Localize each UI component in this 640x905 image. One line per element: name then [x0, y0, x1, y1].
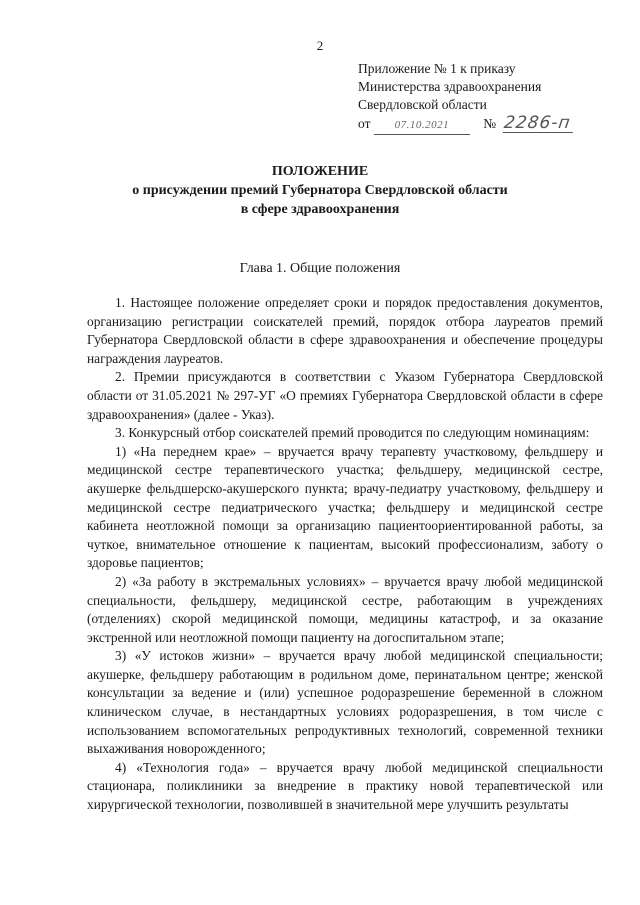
document-body [87, 294, 603, 815]
chapter-heading: Глава 1. Общие положения [239, 261, 401, 276]
number-prefix: № [483, 116, 497, 131]
order-date: 07.10.2021 [374, 116, 470, 135]
title-line-3: в сфере здравоохранения [240, 202, 400, 217]
appendix-line-1: Приложение № 1 к приказу [358, 61, 516, 76]
paragraph-1: 1. Настоящее положение определяет сроки и порядок предоставления документов, организацию регистрации соискателей премий, порядок отбора лауреатов премий Губернатора Свердловской области в сфере здравоохранения и обеспечение процедуры награждения лауреатов. [87, 295, 603, 366]
nomination-3: 3) «У истоков жизни» – вручается врачу любой медицинской специальности; акушерке, фельдшеру работающим в родильном доме, перинатальном центре; женской консультации за ведение и (или) успешное родоразрешение беременной в сложном клиническом случае, в нестандартных условиях родоразрешения, в том числе с использованием вспомогательных репродуктивных технологий, современной техники выхаживания новорожденного; [87, 648, 603, 757]
appendix-block [358, 60, 618, 135]
order-number-handwritten: 2286-п [502, 114, 575, 133]
appendix-line-2: Министерства здравоохранения [358, 79, 542, 94]
paragraph-3: 3. Конкурсный отбор соискателей премий проводится по следующим номинациям: [115, 425, 590, 441]
nomination-1: 1) «На переднем крае» – вручается врачу терапевту участковому, фельдшеру и медицинской сестре терапевтического участка; фельдшеру, медицинской сестре, акушерке фельдшерско-акушерского пункта; врачу-педиатру участковому, фельдшеру и медицинской сестре педиатрического участка; фельдшеру и медицинской сестре кабинета неотложной помощи за организацию пациентоориентированной работы, за чуткое, внимательное отношение к пациентам, высокий профессионализм, заботу о здоровье пациентов; [87, 443, 603, 571]
page-number: 2 [316, 38, 324, 53]
paragraph-2: 2. Премии присуждаются в соответствии с Указом Губернатора Свердловской области от 31.05.2021 № 297-УГ «О премиях Губернатора Свердловской области в сфере здравоохранения» (далее - Указ). [87, 369, 603, 422]
order-date-line [358, 114, 618, 135]
title-line-2: о присуждении премий Губернатора Свердловской области [132, 183, 508, 198]
date-prefix: от [358, 116, 371, 131]
nomination-2: 2) «За работу в экстремальных условиях» – вручается врачу любой медицинской специальности, фельдшеру, медицинской сестре, работающим в учреждениях (отделениях) скорой медицинской помощи, медицины катастроф, и за оказание экстренной или неотложной помощи пациенту на догоспитальном этапе; [87, 573, 603, 645]
appendix-line-3: Свердловской области [358, 97, 487, 112]
nomination-4: 4) «Технология года» – вручается врачу любой медицинской специальности стационара, поликлиники за внедрение в практику новой терапевтической или хирургической технологии, позволившей в значительной мере улучшить результаты [87, 759, 603, 813]
title-line-1: ПОЛОЖЕНИЕ [271, 164, 369, 179]
document-title [60, 162, 580, 219]
